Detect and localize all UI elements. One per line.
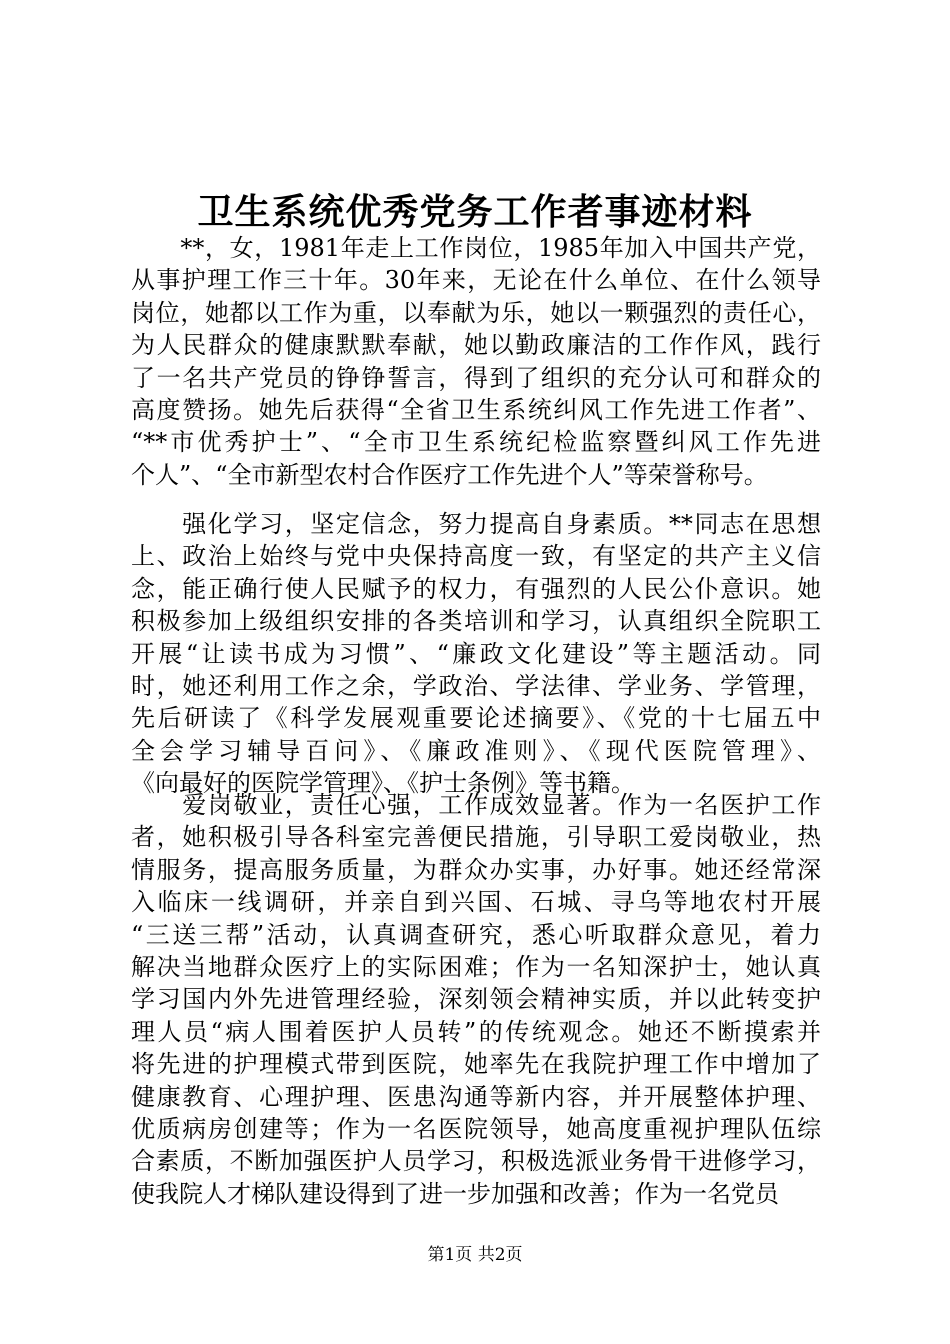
paragraph-intro — [131, 232, 821, 491]
text-line: 时，她还利用工作之余，学政治、学法律、学业务、学管理， — [131, 671, 821, 700]
text-line: 开展“让读书成为习惯”、“廉政文化建设”等主题活动。同 — [131, 639, 821, 668]
page-title: 卫生系统优秀党务工作者事迹材料 — [197, 191, 753, 233]
text-line: 优质病房创建等；作为一名医院领导，她高度重视护理队伍综 — [131, 1114, 821, 1143]
text-line: 理人员“病人围着医护人员转”的传统观念。她还不断摸索并 — [131, 1017, 821, 1046]
text-line: **，女，1981年走上工作岗位，1985年加入中国共产党， — [131, 234, 821, 262]
text-line: 解决当地群众医疗上的实际困难；作为一名知深护士，她认真 — [131, 952, 821, 981]
text-line: “三送三帮”活动，认真调查研究，悉心听取群众意见，着力 — [131, 920, 821, 949]
text-line: 爱岗敬业，责任心强，工作成效显著。作为一名医护工作 — [131, 791, 821, 819]
text-line: 个人”、“全市新型农村合作医疗工作先进个人”等荣誉称号。 — [131, 460, 768, 489]
text-line: 将先进的护理模式带到医院，她率先在我院护理工作中增加了 — [131, 1050, 821, 1079]
text-line: 先后研读了《科学发展观重要论述摘要》、《党的十七届五中 — [131, 704, 821, 733]
text-line: 情服务，提高服务质量，为群众办实事，办好事。她还经常深 — [131, 855, 821, 884]
text-line: 《向最好的医院学管理》、《护士条例》等书籍。 — [131, 769, 635, 798]
text-line: 上、政治上始终与党中央保持高度一致，有坚定的共产主义信 — [131, 542, 821, 571]
text-line: 为人民群众的健康默默奉献，她以勤政廉洁的工作作风，践行 — [131, 331, 821, 360]
text-line: 学习国内外先进管理经验，深刻领会精神实质，并以此转变护 — [131, 985, 821, 1014]
page-number-footer: 第1页 共2页 — [427, 1245, 523, 1265]
text-line: 岗位，她都以工作为重，以奉献为乐，她以一颗强烈的责任心， — [131, 298, 821, 327]
text-line: 从事护理工作三十年。30年来，无论在什么单位、在什么领导 — [131, 266, 821, 295]
text-line: 健康教育、心理护理、医患沟通等新内容，并开展整体护理、 — [131, 1082, 821, 1111]
text-line: 全会学习辅导百问》、《廉政准则》、《现代医院管理》、 — [131, 736, 821, 765]
text-line: 积极参加上级组织安排的各类培训和学习，认真组织全院职工 — [131, 607, 821, 636]
paragraph-study — [131, 508, 821, 800]
text-line: 者，她积极引导各科室完善便民措施，引导职工爱岗敬业，热 — [131, 823, 821, 852]
text-line: 使我院人才梯队建设得到了进一步加强和改善；作为一名党员 — [131, 1179, 779, 1208]
text-line: 强化学习，坚定信念，努力提高自身素质。**同志在思想 — [131, 510, 821, 538]
text-line: 合素质，不断加强医护人员学习，积极选派业务骨干进修学习， — [131, 1147, 821, 1176]
text-line: 高度赞扬。她先后获得“全省卫生系统纠风工作先进工作者”、 — [131, 395, 821, 424]
text-line: 念，能正确行使人民赋予的权力，有强烈的人民公仆意识。她 — [131, 574, 821, 603]
text-line: “**市优秀护士”、“全市卫生系统纪检监察暨纠风工作先进 — [131, 428, 821, 457]
text-line: 了一名共产党员的铮铮誓言，得到了组织的充分认可和群众的 — [131, 363, 821, 392]
paragraph-dedication — [131, 789, 821, 1210]
text-line: 入临床一线调研，并亲自到兴国、石城、寻乌等地农村开展 — [131, 888, 821, 917]
